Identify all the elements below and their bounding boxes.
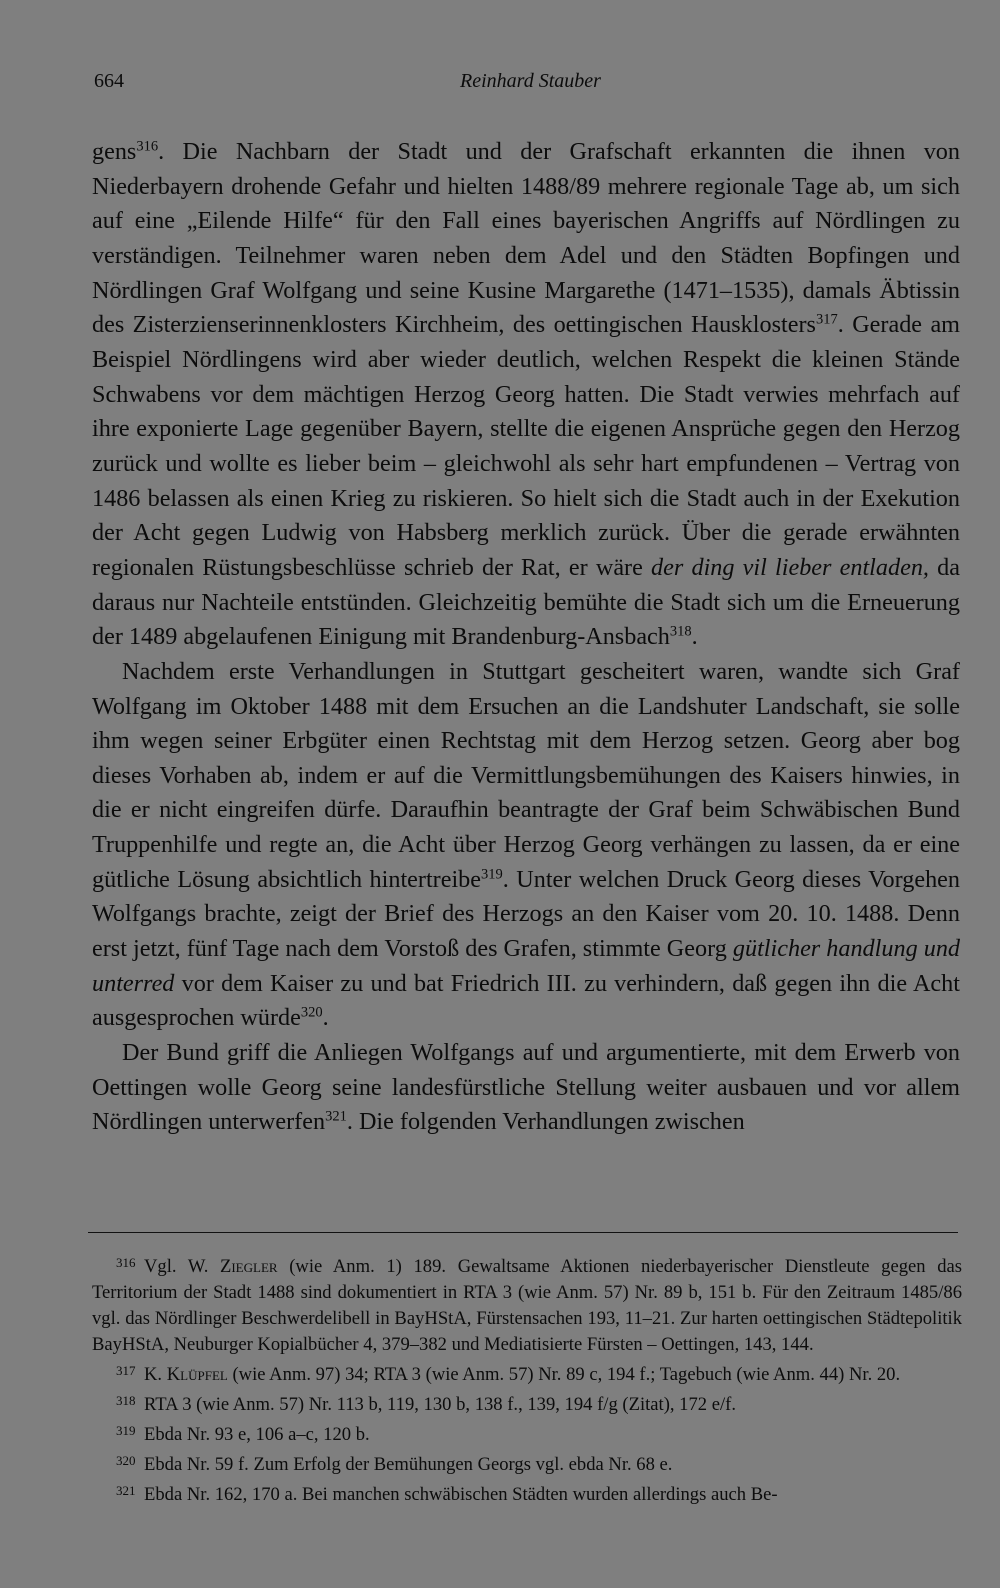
footnote-ref-318: 318 (669, 623, 692, 640)
footnote-text: RTA 3 (wie Anm. 57) Nr. 113 b, 119, 130 b, 138 f., 139, 194 f/g (Zitat), 172 e/f. (144, 1394, 736, 1415)
footnote-number: 320 (116, 1453, 136, 1468)
text-run: . Gerade am Beispiel Nördlingens wird aber wieder deutlich, welchen Respekt die kleinen Stände Schwabens vor dem mächtigen Herzog Georg hatten. Die Stadt verwies mehrfach auf ihre exponierte Lage gegenüber Bayern, stellte die eigenen Ansprüche gegen den Herzog zurück und wollte es lieber beim – gleichwohl als sehr hart empfundenen – Vertrag von 1486 belassen als einen Krieg zu riskieren. So hielt sich die Stadt auch in der Exekution der Acht gegen Ludwig von Habsberg merklich zurück. Über die gerade erwähnten regionalen Rüstungsbeschlüsse schrieb der Rat, er wäre (92, 311, 960, 581)
paragraph-3 (92, 1036, 960, 1140)
footnote-text: Ebda Nr. 93 e, 106 a–c, 120 b. (144, 1424, 370, 1445)
footnote-number: 317 (116, 1363, 136, 1378)
footnote-divider (88, 1232, 958, 1233)
main-text (92, 135, 960, 1140)
text-run: vor dem Kaiser zu und bat Friedrich III. zu verhindern, daß gegen ihn die Acht ausgesprochen würde (92, 969, 960, 1032)
quotation: der ding vil lieber entladen, (651, 553, 929, 581)
quotation: gütlicher handlung und unterred (92, 935, 961, 997)
running-head: Reinhard Stauber (460, 70, 601, 92)
footnote-text: Ebda Nr. 162, 170 a. Bei manchen schwäbischen Städten wurden allerdings auch Be- (144, 1484, 778, 1505)
footnote-text: Ebda Nr. 59 f. Zum Erfolg der Bemühungen Georgs vgl. ebda Nr. 68 e. (144, 1454, 673, 1475)
text-run: . Unter welchen Druck Georg dieses Vorgehen Wolfgangs brachte, zeigt der Brief des Herzogs an den Kaiser vom 20. 10. 1488. Denn erst jetzt, fünf Tage nach dem Vorstoß des Grafen, stimmte Georg (92, 865, 960, 963)
footnotes (92, 1250, 962, 1508)
footnote-319 (92, 1418, 962, 1448)
text-run: Der Bund griff die Anliegen Wolfgangs auf und argumentierte, mit dem Erwerb von Oettingen wolle Georg seine landesfürstliche Stellung weiter ausbauen und vor allem Nördlingen unterwerfen (92, 1039, 960, 1136)
footnote-321 (92, 1478, 962, 1508)
footnote-number: 319 (116, 1423, 136, 1438)
footnote-text: K. (144, 1364, 167, 1385)
text-run: gens (92, 138, 137, 165)
text-run: Nachdem erste Verhandlungen in Stuttgart gescheitert waren, wandte sich Graf Wolfgang im Oktober 1488 mit dem Ersuchen an die Landshuter Landschaft, sie solle ihm wegen seiner Erbgüter einen Rechtstag mit dem Herzog setzen. Georg aber bog dieses Vorhaben ab, indem er auf die Vermittlungsbemühungen des Kaisers hinwies, in die er nicht eingreifen dürfe. Daraufhin beantragte der Graf beim Schwäbischen Bund Truppenhilfe und regte an, die Acht über Herzog Georg verhängen zu lassen, da er eine gütliche Lösung absichtlich hintertreibe (92, 657, 960, 893)
page-number: 664 (94, 70, 124, 92)
page-header (94, 66, 958, 100)
footnote-text: Vgl. W. (144, 1256, 220, 1277)
footnote-ref-319: 319 (481, 866, 503, 883)
text-run: . (322, 1004, 329, 1032)
footnote-320 (92, 1448, 962, 1478)
footnote-317 (92, 1358, 962, 1388)
text-run: . Die folgenden Verhandlungen zwischen (346, 1108, 745, 1136)
footnote-ref-320: 320 (300, 1004, 323, 1021)
author-name: Klüpfel (166, 1364, 228, 1385)
paragraph-1 (92, 135, 960, 655)
footnote-number: 316 (116, 1255, 136, 1270)
footnote-ref-321: 321 (325, 1108, 347, 1125)
paragraph-2 (92, 655, 960, 1036)
footnote-number: 318 (116, 1393, 136, 1408)
author-name: Ziegler (220, 1256, 278, 1277)
footnote-text: (wie Anm. 1) 189. Gewaltsame Aktionen niederbayerischer Dienstleute gegen das Territorium der Stadt 1488 sind dokumentiert in RTA 3 (wie Anm. 57) Nr. 89 b, 151 b. Für den Zeitraum 1485/86 vgl. das Nördlinger Beschwerdelibell in BayHStA, Fürstensachen 193, 11–21. Zur harten oettingischen Städtepolitik BayHStA, Neuburger Kopialbücher 4, 379–382 und Mediatisierte Fürsten – Oettingen, 143, 144. (92, 1256, 963, 1355)
text-run: . (691, 623, 698, 651)
footnote-ref-317: 317 (815, 311, 838, 328)
text-run: da daraus nur Nachteile entstünden. Gleichzeitig bemühte die Stadt sich um die Erneuerung der 1489 abgelaufenen Einigung mit Brandenburg-Ansbach (92, 553, 960, 651)
footnote-318 (92, 1388, 962, 1418)
footnote-316 (92, 1250, 962, 1358)
footnote-text: (wie Anm. 97) 34; RTA 3 (wie Anm. 57) Nr. 89 c, 194 f.; Tagebuch (wie Anm. 44) Nr. 20. (227, 1364, 901, 1385)
text-run: . Die Nachbarn der Stadt und der Grafschaft erkannten die ihnen von Niederbayern drohende Gefahr und hielten 1488/89 mehrere regionale Tage ab, um sich auf eine „Eilende Hilfe“ für den Fall eines bayerischen Angriffs auf Nördlingen zu verständigen. Teilnehmer waren neben dem Adel und den Städten Bopfingen und Nördlingen Graf Wolfgang und seine Kusine Margarethe (1471–1535), damals Äbtissin des Zisterzienserinnenklosters Kirchheim, des oettingischen Hausklosters (92, 138, 960, 339)
footnote-ref-316: 316 (136, 138, 159, 155)
footnote-number: 321 (116, 1483, 136, 1498)
